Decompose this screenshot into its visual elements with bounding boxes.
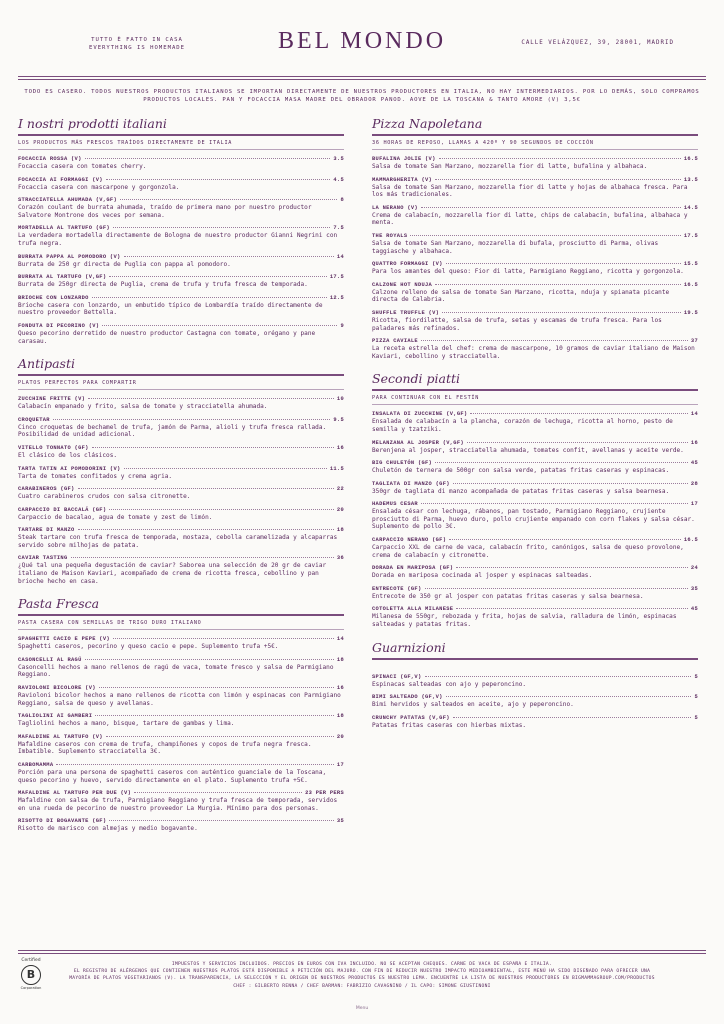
- menu-item-name: CALZONE HOT NDUJA: [372, 281, 433, 288]
- menu-item-name: RISOTTO DI BOGAVANTE (GF): [18, 818, 107, 825]
- menu-item-description: La receta estrella del chef: crema de mascarpone, 10 gramos de caviar italiano de Maison Kaviari, cebollino y stracciatella.: [372, 345, 695, 360]
- menu-item: [372, 338, 698, 360]
- dot-leader: [95, 715, 334, 716]
- menu-item: [18, 225, 344, 247]
- dot-leader: [456, 608, 688, 609]
- menu-item: [18, 486, 344, 501]
- menu-item: [372, 205, 698, 227]
- section-subtitle: PARA CONTINUAR CON EL FESTÍN: [372, 391, 698, 405]
- dot-leader: [124, 256, 334, 257]
- menu-item-price: 17: [336, 762, 344, 768]
- menu-item: [18, 657, 344, 679]
- menu-item: [372, 694, 698, 709]
- menu-item-description: Burrata de 250 gr directa de Puglia con pappa al pomodoro.: [18, 260, 231, 268]
- dot-leader: [446, 696, 692, 697]
- menu-item-name: BIMI SALTEADO (GF,V): [372, 694, 443, 701]
- section-title: Pasta Fresca: [18, 595, 344, 616]
- menu-item-description: Espinacas salteadas con ajo y peperoncino.: [372, 680, 527, 688]
- section-antipasti: [18, 355, 344, 585]
- menu-item-description: Ensalada de calabacín a la plancha, corazón de lechuga, ricotta al horno, pesto de semilla y tzatziki.: [372, 418, 673, 433]
- dot-leader: [456, 567, 688, 568]
- dot-leader: [425, 588, 688, 589]
- menu-item-name: CARBOMAMMA: [18, 762, 54, 768]
- menu-item-price: 22: [336, 486, 344, 493]
- menu-item-name: RAVIOLONI BICOLORE (V): [18, 685, 96, 692]
- legal-notice: [60, 961, 664, 990]
- menu-item-description: Casoncelli hechos a mano rellenos de ragú de vaca, tomate fresco y salsa de Parmigiano Reggiano.: [18, 663, 334, 679]
- menu-item: [372, 501, 698, 531]
- dot-leader: [109, 509, 334, 510]
- legal-line-1: IMPUESTOS Y SERVICIOS INCLUIDOS. PRECIOS EN EUROS CON IVA INCLUIDO. NO SE ACEPTAN CHEQUES. CARNE DE VACA DE ESPAÑA E ITALIA.: [171, 962, 553, 967]
- menu-item: [372, 282, 698, 304]
- dot-leader: [109, 276, 326, 277]
- menu-item: [18, 818, 344, 833]
- section-subtitle: PLATOS PERFECTOS PARA COMPARTIR: [18, 376, 344, 390]
- menu-item-name: TARTARE DI MANZO: [18, 527, 75, 534]
- menu-item-name: TARTA TATIN AI POMODORINI (V): [18, 465, 121, 472]
- dot-leader: [53, 419, 331, 420]
- section-title: Secondi piatti: [372, 370, 698, 391]
- section-secondi: [372, 370, 698, 628]
- menu-item-price: 3.5: [333, 156, 344, 162]
- menu-item-name: SHUFFLE TRUFFLE (V): [372, 309, 440, 316]
- menu-item-price: 14: [336, 636, 344, 643]
- menu-item-price: 19.5: [683, 309, 698, 316]
- menu-item-description: Focaccia casera con tomates cherry.: [18, 163, 147, 170]
- intro-text: TODO ES CASERO. TODOS NUESTROS PRODUCTOS ITALIANOS SE IMPORTAN DIRECTAMENTE DE NUESTROS PRODUCTORES EN ITALIA, NO HAY INTERMEDIARIOS. POR LO DEMÁS, SOLO COMPRAMOS PRODUCTOS LOCALES. PAN Y FOCACCIA MASA MADRE DEL OBRADOR PANOD. AOVE DE LA TOSCANA & TANTO AMORE (V) 3,5€: [24, 89, 700, 103]
- dot-leader: [56, 764, 334, 765]
- section-pizza: [372, 115, 698, 360]
- menu-item-name: BURRATA AL TARTUFO (V,GF): [18, 274, 107, 281]
- menu-item-description: Dorada en mariposa cocinada al josper y espinacas salteadas.: [372, 572, 593, 580]
- menu-item-price: 45: [690, 460, 698, 467]
- tagline-italian: TUTTO È FATTO IN CASA: [91, 37, 183, 43]
- menu-item-name: FONDUTA DI PECORINO (V): [18, 322, 100, 329]
- dot-leader: [421, 503, 688, 504]
- menu-item-price: 10: [336, 396, 344, 403]
- menu-item-description: Bimi hervidos y salteados en aceite, ajo y peperoncino.: [372, 701, 574, 709]
- dot-leader: [470, 413, 687, 414]
- menu-item: [18, 636, 344, 651]
- menu-item-name: DORADA EN MARIPOSA (GF): [372, 565, 454, 572]
- menu-item: [18, 685, 344, 707]
- dot-leader: [435, 284, 681, 285]
- menu-item-price: 28: [690, 480, 698, 487]
- tagline-english: EVERYTHING IS HOMEMADE: [88, 45, 186, 51]
- menu-item-price: 16: [336, 444, 344, 451]
- menu-item-description: Mafaldine caseros con crema de trufa, champiñones y copos de trufa negra fresca. Imbatible. Suplemento stracciatella 3€.: [18, 740, 312, 756]
- dot-leader: [421, 207, 681, 208]
- menu-item-price: 14: [690, 411, 698, 418]
- menu-item-name: BIG CHULETÓN (GF): [372, 460, 433, 467]
- menu-item-name: SPAGHETTI CACIO E PEPE (V): [18, 636, 110, 643]
- menu-item: [18, 466, 344, 481]
- menu-item-description: Calabacín empanado y frito, salsa de tomate y stracciatella ahumada.: [18, 403, 268, 411]
- menu-item-name: MAFALDINE AL TARTUFO (V): [18, 733, 103, 740]
- dot-leader: [71, 557, 334, 558]
- dot-leader: [124, 468, 327, 469]
- menu-item: [372, 411, 698, 433]
- menu-item-name: ZUCCHINE FRITTE (V): [18, 396, 86, 403]
- menu-item-name: VITELLO TONNATO (GF): [18, 444, 89, 451]
- menu-item-price: 14: [336, 253, 344, 260]
- menu-item: [372, 310, 698, 332]
- dot-leader: [120, 199, 337, 200]
- menu-item-description: 350gr de tagliata di manzo acompañada de patatas fritas caseras y salsa bearnesa.: [372, 487, 670, 495]
- menu-item-name: STRACCIATELLA AHUMADA (V,GF): [18, 197, 117, 204]
- menu-item: [18, 555, 344, 585]
- bcorp-sub-label: Corporation: [20, 986, 42, 990]
- menu-item-name: MAFALDINE AL TARTUFO PER DUE (V): [18, 790, 132, 797]
- menu-item-description: El clásico de los clásicos.: [18, 451, 118, 459]
- menu-item-name: LA NERANO (V): [372, 204, 418, 211]
- menu-item: [372, 565, 698, 580]
- menu-item-name: MELANZANA AL JOSPER (V,GF): [372, 439, 464, 446]
- menu-item-description: Corazón coulant de burrata ahumada, traído de primera mano por nuestro productor Salvatore Montrone dos veces por semana.: [18, 204, 312, 219]
- dot-leader: [453, 717, 692, 718]
- dot-leader: [78, 529, 334, 530]
- menu-item: [18, 762, 344, 784]
- section-title: Guarnizioni: [372, 639, 698, 660]
- menu-item: [18, 254, 344, 269]
- top-divider: [18, 76, 706, 80]
- menu-label: Menu: [355, 1006, 369, 1011]
- menu-item-price: 36: [336, 555, 344, 562]
- menu-item-price: 16: [336, 685, 344, 692]
- legal-line-2: EL REGISTRO DE ALÉRGENOS QUE CONTIENEN NUESTROS PLATOS ESTÁ DISPONIBLE A PETICIÓN DEL MAJURO. CON FIN DE REDUCIR NUESTRO IMPACTO MEDIOAMBIENTAL, ESTE MENÚ HA SIDO DISEÑADO PARA OFRECER UNA: [73, 969, 651, 975]
- menu-item: [372, 606, 698, 628]
- menu-item-description: Carpaccio de bacalao, agua de tomate y zest de limón.: [18, 513, 213, 521]
- menu-item-name: PIZZA CAVIALE: [372, 338, 418, 345]
- dot-leader: [467, 442, 688, 443]
- menu-item-name: THE ROYALS: [372, 232, 408, 239]
- menu-item-name: MORTADELLA AL TARTUFO (GF): [18, 225, 110, 232]
- section-subtitle: LOS PRODUCTOS MÁS FRESCOS TRAÍDOS DIRECTAMENTE DE ITALIA: [18, 136, 344, 150]
- certified-label: Certified: [21, 958, 41, 963]
- menu-item: [18, 156, 344, 171]
- menu-item: [372, 481, 698, 496]
- legal-line-3: MAYORÍA DE PLATOS VEGETARIANOS (V). LA TRANSPARENCIA, LA SELECCIÓN Y EL ORIGEN DE NUESTROS PRODUCTOS ES NUESTRO LEMA. ENCUENTRE LA LISTA DE NUESTROS PRODUCTORES EN BIGMAMMAGROUP.COM/PRODUCTOS: [69, 976, 655, 982]
- menu-item: [372, 674, 698, 689]
- menu-item-price: 20: [336, 506, 344, 513]
- menu-item-price: 5: [694, 694, 698, 701]
- menu-item-name: COTOLETTA ALLA MILANESE: [372, 606, 454, 613]
- menu-item-price: 35: [690, 585, 698, 592]
- menu-item-name: MAMMARGHERITA (V): [372, 176, 433, 183]
- menu-item-name: CARABINEROS (GF): [18, 486, 75, 493]
- right-column: [372, 115, 698, 729]
- menu-item-name: FOCACCIA ROSSA (V): [18, 156, 82, 162]
- menu-item-name: BURRATA PAPPA AL POMODORO (V): [18, 253, 121, 260]
- menu-item: [18, 790, 344, 812]
- menu-item-price: 13.5: [683, 176, 698, 183]
- section-guarnizioni: [372, 639, 698, 730]
- menu-item-description: Spaghetti caseros, pecorino y queso cacio e pepe. Suplemento trufa +5€.: [18, 643, 279, 651]
- menu-item-price: 18: [336, 713, 344, 720]
- menu-item-price: 18: [336, 527, 344, 534]
- bcorp-certification: [20, 958, 42, 990]
- dot-leader: [449, 539, 681, 540]
- section-pasta: [18, 595, 344, 833]
- menu-item-price: 16.5: [683, 156, 698, 162]
- menu-item: [372, 177, 698, 199]
- menu-item-name: CRUNCHY PATATAS (V,GF): [372, 714, 450, 721]
- restaurant-address: CALLE VELÁZQUEZ, 39, 28001, MADRID: [521, 40, 674, 46]
- menu-item-price: 9: [340, 322, 344, 329]
- menu-item: [18, 445, 344, 460]
- dot-leader: [410, 235, 681, 236]
- menu-item-price: 37: [690, 338, 698, 345]
- menu-item-price: 24: [690, 565, 698, 572]
- menu-item-description: Salsa de tomate San Marzano, mozzarella fior di latte, bufalina y albahaca.: [372, 163, 648, 170]
- menu-item-price: 17: [690, 501, 698, 508]
- menu-item-price: 16.5: [683, 537, 698, 544]
- menu-item-price: 18: [336, 656, 344, 663]
- section-title: Pizza Napoletana: [372, 115, 698, 136]
- footer-divider: [18, 950, 706, 954]
- menu-item: [372, 586, 698, 601]
- menu-item-price: 23 PER PERS: [305, 790, 344, 797]
- menu-item-description: Tarta de tomates confitados y crema agria.: [18, 472, 173, 480]
- menu-item: [18, 177, 344, 192]
- dot-leader: [85, 659, 334, 660]
- menu-item-description: Risotto de marisco con almejas y medio bogavante.: [18, 825, 198, 833]
- menu-item-price: 35: [336, 818, 344, 825]
- menu-item-description: Patatas fritas caseras con hierbas mixtas.: [372, 721, 527, 729]
- menu-item-description: Ravioloni bicolor hechos a mano rellenos de ricotta con limón y espinacas con Parmigiano Reggiano, salsa de queso y avellanas.: [18, 692, 341, 707]
- staff-credits: CHEF : GILBERTO RENNA / CHEF BARMAN: FABRIZIO CAVAGNINO / IL CAPO: SIMONE GIUSTINONI: [233, 983, 491, 989]
- menu-item-name: TAGLIATA DI MANZO (GF): [372, 480, 450, 487]
- menu-item-price: 5: [694, 714, 698, 721]
- dot-leader: [421, 340, 688, 341]
- menu-item: [18, 323, 344, 345]
- dot-leader: [88, 398, 334, 399]
- menu-item-description: Steak tartare con trufa fresca de temporada, mostaza, cebolla caramelizada y alcaparras servido sobre milhojas de patata.: [18, 534, 338, 549]
- menu-item: [372, 261, 698, 276]
- menu-item-description: La verdadera mortadella directamente de Bologna de nuestro productor Gianni Negrini con trufa negra.: [18, 232, 338, 247]
- dot-leader: [92, 297, 327, 298]
- menu-item: [18, 734, 344, 756]
- menu-item-description: Tagliolini hechos a mano, bisque, tartare de gambas y lima.: [18, 720, 235, 728]
- menu-item-description: Cuatro carabineros crudos con salsa citronette.: [18, 493, 191, 501]
- menu-item: [372, 156, 698, 171]
- menu-item-name: CARPACCIO NERANO (GF): [372, 537, 447, 544]
- dot-leader: [134, 792, 302, 793]
- dot-leader: [439, 158, 681, 159]
- dot-leader: [92, 447, 334, 448]
- menu-item: [18, 396, 344, 411]
- section-subtitle: 36 HORAS DE REPOSO, LLAMAS A 420º Y 90 SEGUNDOS DE COCCIÓN: [372, 136, 698, 150]
- menu-item-name: CASONCELLI AL RAGÚ: [18, 656, 82, 663]
- menu-item-price: 8: [340, 197, 344, 204]
- menu-item: [372, 715, 698, 730]
- menu-item-description: Carpaccio XXL de carne de vaca, calabacín frito, canónigos, salsa de queso provolone, crema de calabacín y citronette.: [372, 544, 684, 559]
- bcorp-logo-icon: B: [21, 965, 41, 985]
- menu-item-name: INSALATA DI ZUCCHINE (V,GF): [372, 411, 468, 418]
- menu-item-description: Milanesa de 550gr, rebozada y frita, hojas de salvia, ralladura de limón, espinacas salteadas y patatas fritas.: [372, 613, 677, 629]
- menu-item-price: 20: [336, 733, 344, 740]
- dot-leader: [78, 488, 334, 489]
- menu-item-price: 11.5: [329, 465, 344, 472]
- menu-item: [18, 197, 344, 219]
- menu-item-name: TAGLIOLINI AI GAMBERI: [18, 713, 93, 720]
- section-title: I nostri prodotti italiani: [18, 115, 344, 136]
- menu-item-price: 17.5: [329, 274, 344, 281]
- menu-item-description: Focaccia casera con mascarpone y gorgonzola.: [18, 183, 180, 191]
- menu-item-description: Entrecote de 350 gr al josper con patatas fritas caseras y salsa bearnesa.: [372, 592, 644, 600]
- menu-item-description: Ensalada césar con lechuga, rábanos, pan tostado, Parmigiano Reggiano, crujiente prosciutto di Parma, huevo duro, pollo crujiente empanado con corn flakes y salsa césar. Suplemento de pollo 3€.: [372, 508, 695, 531]
- menu-item: [18, 507, 344, 522]
- menu-item-description: Mafaldine con salsa de trufa, Parmigiano Reggiano y trufa fresca de temporada, servidos en una rueda de pecorino de nuestro proveedor La Murgia. Mínimo para dos personas.: [18, 797, 338, 812]
- menu-item-description: ¿Qué tal una pequeña degustación de caviar? Saborea una selección de 20 gr de caviar italiano de Maison Kaviari, acompañado de crema de ricotta fresca, cebollino y pan brioche hecho en casa.: [18, 562, 327, 585]
- menu-item-name: CROQUETAR: [18, 416, 50, 423]
- menu-item-description: Para los amantes del queso: Fior di latte, Parmigiano Reggiano, ricotta y gorgonzola.: [372, 268, 684, 276]
- menu-item-description: Ricotta, fiordilatte, salsa de trufa, setas y escamas de trufa fresca. Para los paladares más refinados.: [372, 316, 662, 332]
- menu-item-description: Queso pecorino derretido de nuestro productor Castagna con tomate, orégano y pane carasau.: [18, 329, 316, 345]
- dot-leader: [435, 462, 688, 463]
- menu-item-name: CARPACCIO DI BACCALÁ (GF): [18, 506, 107, 513]
- menu-item-name: BRIOCHE CON LONZARDO: [18, 294, 89, 301]
- menu-item-description: Calzone relleno de salsa de tomate San Marzano, ricotta, nduja y spianata picante directa de Calabria.: [372, 288, 670, 304]
- dot-leader: [453, 483, 688, 484]
- menu-header: [0, 28, 724, 60]
- menu-item-name: ENTRECOTE (GF): [372, 585, 422, 592]
- menu-item-name: BUFALINA JOLIE (V): [372, 156, 436, 162]
- menu-item-price: 14.5: [683, 204, 698, 211]
- dot-leader: [435, 179, 681, 180]
- dot-leader: [446, 263, 681, 264]
- dot-leader: [113, 638, 334, 639]
- dot-leader: [425, 676, 692, 677]
- dot-leader: [106, 179, 331, 180]
- menu-item-description: Porción para una persona de spaghetti caseros con auténtico guanciale de la Toscana, queso pecorino y huevo, servido directamente en el plato. Suplemento trufa +5€.: [18, 769, 327, 784]
- menu-item-price: 16.5: [683, 281, 698, 288]
- menu-item: [372, 537, 698, 559]
- menu-item-description: Salsa de tomate San Marzano, mozzarella fior di latte y hojas de albahaca fresca. Para los más tradicionales.: [372, 183, 688, 199]
- section-subtitle: PASTA CASERA CON SEMILLAS DE TRIGO DURO ITALIANO: [18, 616, 344, 630]
- menu-item-description: Salsa de tomate San Marzano, mozzarella di bufala, prosciutto di Parma, olivas taggiasche y albahaca.: [372, 239, 659, 255]
- dot-leader: [442, 312, 681, 313]
- menu-item-price: 45: [690, 606, 698, 613]
- dot-leader: [113, 227, 330, 228]
- left-column: [18, 115, 344, 833]
- section-title: Antipasti: [18, 355, 344, 376]
- menu-item: [18, 295, 344, 317]
- dot-leader: [99, 687, 334, 688]
- menu-item: [18, 274, 344, 289]
- menu-item-description: Cinco croquetas de bechamel de trufa, jamón de Parma, alioli y trufa fresca rallada. Posibilidad de unidad adicional.: [18, 423, 327, 439]
- menu-item-name: SPINACI (GF,V): [372, 673, 422, 680]
- menu-item-description: Chuletón de ternera de 500gr con salsa verde, patatas fritas caseras y espinacas.: [372, 467, 670, 475]
- menu-item-price: 7.5: [333, 225, 344, 232]
- brand-logo: BEL MONDO: [277, 28, 447, 54]
- menu-item-price: 16: [690, 439, 698, 446]
- menu-item-name: HADEMUS CESAR: [372, 501, 418, 508]
- menu-item-description: Brioche casera con lonzardo, un embutido típico de Lombardía traído directamente de nuestro proveedor Bettella.: [18, 301, 323, 317]
- dot-leader: [102, 325, 337, 326]
- section-prodotti: [18, 115, 344, 345]
- menu-item-price: 15.5: [683, 261, 698, 268]
- menu-item: [372, 460, 698, 475]
- menu-item: [18, 713, 344, 728]
- menu-item: [18, 527, 344, 549]
- menu-item-name: CAVIAR TASTING: [18, 555, 68, 562]
- menu-item-description: Crema de calabacín, mozzarella fior di latte, chips de calabacín, bufalina, albahaca y menta.: [372, 211, 688, 227]
- menu-item-description: Burrata de 250gr directa de Puglia, crema de trufa y trufa fresca de temporada.: [18, 281, 308, 289]
- menu-item-price: 12.5: [329, 294, 344, 301]
- dot-leader: [85, 158, 331, 159]
- menu-item-name: QUATTRO FORMAGGI (V): [372, 261, 443, 268]
- menu-item-price: 17.5: [683, 232, 698, 239]
- dot-leader: [109, 820, 334, 821]
- dot-leader: [106, 736, 334, 737]
- menu-item-price: 5: [694, 673, 698, 680]
- menu-item-description: Berenjena al josper, stracciatella ahumada, tomates confit, avellanas y aceite verde.: [372, 446, 684, 454]
- menu-item-price: 9.5: [333, 416, 344, 423]
- menu-item: [372, 440, 698, 455]
- menu-item: [372, 233, 698, 255]
- menu-item: [18, 417, 344, 439]
- menu-item-price: 4.5: [333, 176, 344, 183]
- menu-item-name: FOCACCIA AI FORMAGGI (V): [18, 176, 103, 183]
